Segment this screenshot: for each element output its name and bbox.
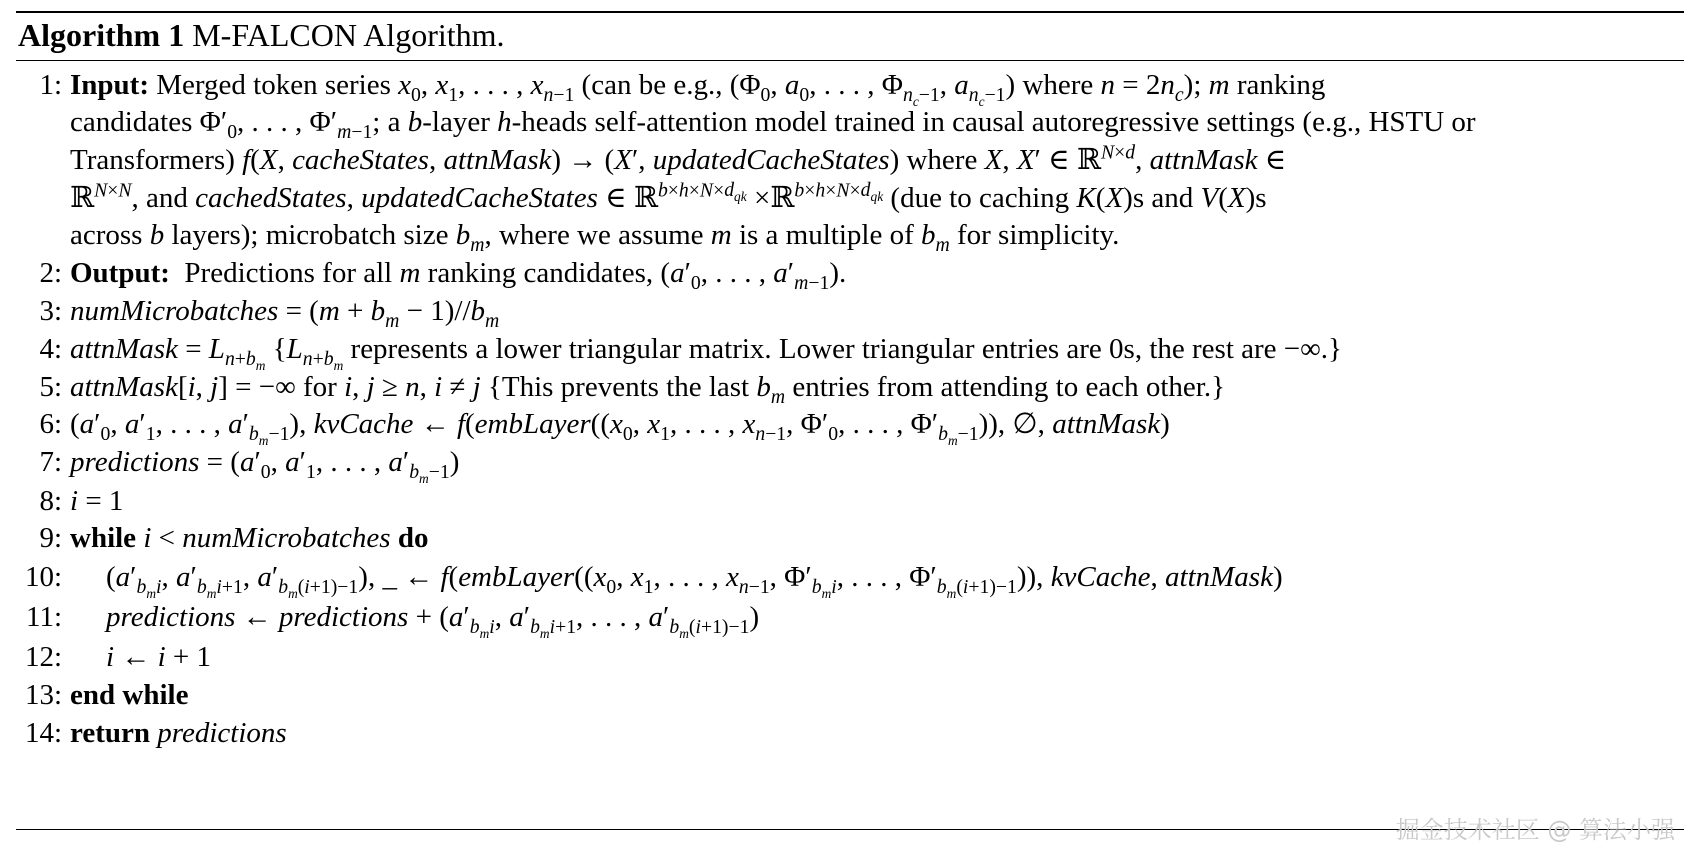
algorithm-line [16, 329, 1342, 373]
line-text: across b layers); microbatch size $b_m$, where we assume m is a multiple of $b_m$ for simplicity. [70, 219, 1120, 256]
line-text: Transformers) f(X, cacheStates, attnMask) → (X′, updatedCacheStates) where X, X′ ∈ ℝ$^{N\times d}$, attnMask ∈ [70, 141, 1287, 176]
line-number: 13: [24, 679, 62, 711]
line-number: 11: [26, 601, 62, 633]
watermark: 掘金技术社区 @ 算法小强 [1395, 816, 1675, 844]
algorithm-line [16, 675, 188, 715]
line-text: predictions = ($a'_0$, $a'_1$, . . . , $a'_{b_m-1}$) [70, 446, 460, 486]
caption-rule [16, 60, 1684, 61]
line-text: candidates $\Phi'_0$, . . . , $\Phi'_{m-1}$; a b-layer h-heads self-attention model trained in causal autoregressive settings (e.g., HSTU or [70, 106, 1476, 143]
line-text: predictions ← predictions + ($a'_{b_mi}$, $a'_{b_mi+1}$, . . . , $a'_{b_m(i+1)-1}$) [106, 601, 760, 641]
line-text: i ← i + 1 [106, 641, 211, 673]
algorithm-line [16, 253, 846, 293]
algorithm-line [16, 518, 428, 558]
caption-label: Algorithm 1 [18, 17, 185, 53]
keyword: Output: [70, 257, 178, 289]
keyword: return [70, 717, 158, 749]
line-number: 3: [39, 295, 62, 327]
line-number: 8: [39, 485, 62, 517]
algorithm-line [16, 178, 1267, 218]
line-text: attnMask[i, j] = −∞ for i, j ≥ n, i ≠ j {This prevents the last $b_m$ entries from attending to each other.} [70, 371, 1226, 408]
line-text: Merged token series $x_0$, $x_1$, . . . , $x_{n-1}$ (can be e.g., ($\Phi_0$, $a_0$, . . . , $\Phi_{n_c-1}$, $a_{n_c-1}$) where $n = 2n_c$); m ranking [156, 69, 1326, 109]
algorithm-line [16, 102, 1476, 142]
algorithm-line [16, 367, 1225, 407]
line-text: predictions [157, 717, 287, 749]
line-number: 14: [24, 717, 62, 749]
algorithm-line [16, 597, 760, 641]
caption-title: M-FALCON Algorithm. [192, 17, 505, 53]
algorithm-line [16, 404, 1170, 448]
algorithm-line [16, 442, 460, 486]
algorithm-line [16, 481, 123, 521]
line-text: numMicrobatches = $(m + b_m - 1)//b_m$ [70, 295, 500, 332]
line-number: 5: [39, 371, 62, 403]
algorithm-line [16, 291, 499, 331]
line-text: ($a'_0$, $a'_1$, . . . , $a'_{b_m-1}$), kvCache ← $f(embLayer((x_0$, $x_1$, . . . , $x_{n-1}$, $\Phi'_0$, . . . , $\Phi'_{b_m-1}$)), ∅, attnMask) [70, 408, 1170, 448]
algorithm-line [16, 215, 1119, 255]
algorithm-block [16, 0, 1684, 864]
keyword: while [70, 522, 144, 554]
algorithm-line [16, 65, 1326, 109]
line-text: i = 1 [70, 485, 124, 517]
line-number: 7: [39, 446, 62, 478]
line-number: 12: [24, 641, 62, 673]
line-text: Predictions for all m ranking candidates, ($a'_0$, . . . , $a'_{m-1}$). [177, 257, 847, 294]
line-number: 10: [24, 561, 62, 593]
line-text: ($a'_{b_mi}$, $a'_{b_mi+1}$, $a'_{b_m(i+1)-1}$), _ ← $f(embLayer((x_0$, $x_1$, . . . , $x_{n-1}$, $\Phi'_{b_mi}$, . . . , $\Phi'_{b_m(i+1)-1}$)), kvCache, attnMask) [106, 561, 1283, 601]
algorithm-line [16, 713, 287, 753]
algorithm-line [16, 637, 211, 677]
line-text: i < numMicrobatches do [143, 522, 429, 554]
line-text: attnMask = $L_{n+b_m}$ {$L_{n+b_m}$ represents a lower triangular matrix. Lower triangular entries are 0s, the rest are −∞.} [70, 333, 1342, 373]
algorithm-line [16, 140, 1286, 180]
keyword: end while [70, 679, 189, 711]
keyword: Input: [70, 69, 157, 101]
algorithm-line [16, 557, 1283, 601]
line-number: 4: [39, 333, 62, 365]
line-number: 6: [39, 408, 62, 440]
line-text: ℝ$^{N\times N}$, and cachedStates, updatedCacheStates ∈ ℝ$^{b\times h\times N\times d_{qk}}$ ×ℝ$^{b\times h\times N\times d_{qk}}$ (due to caching K(X)s and V(X)s [70, 179, 1267, 214]
algorithm-caption [18, 13, 505, 57]
line-number: 9: [39, 522, 62, 554]
line-number: 2: [39, 257, 62, 289]
line-number: 1: [39, 69, 62, 101]
